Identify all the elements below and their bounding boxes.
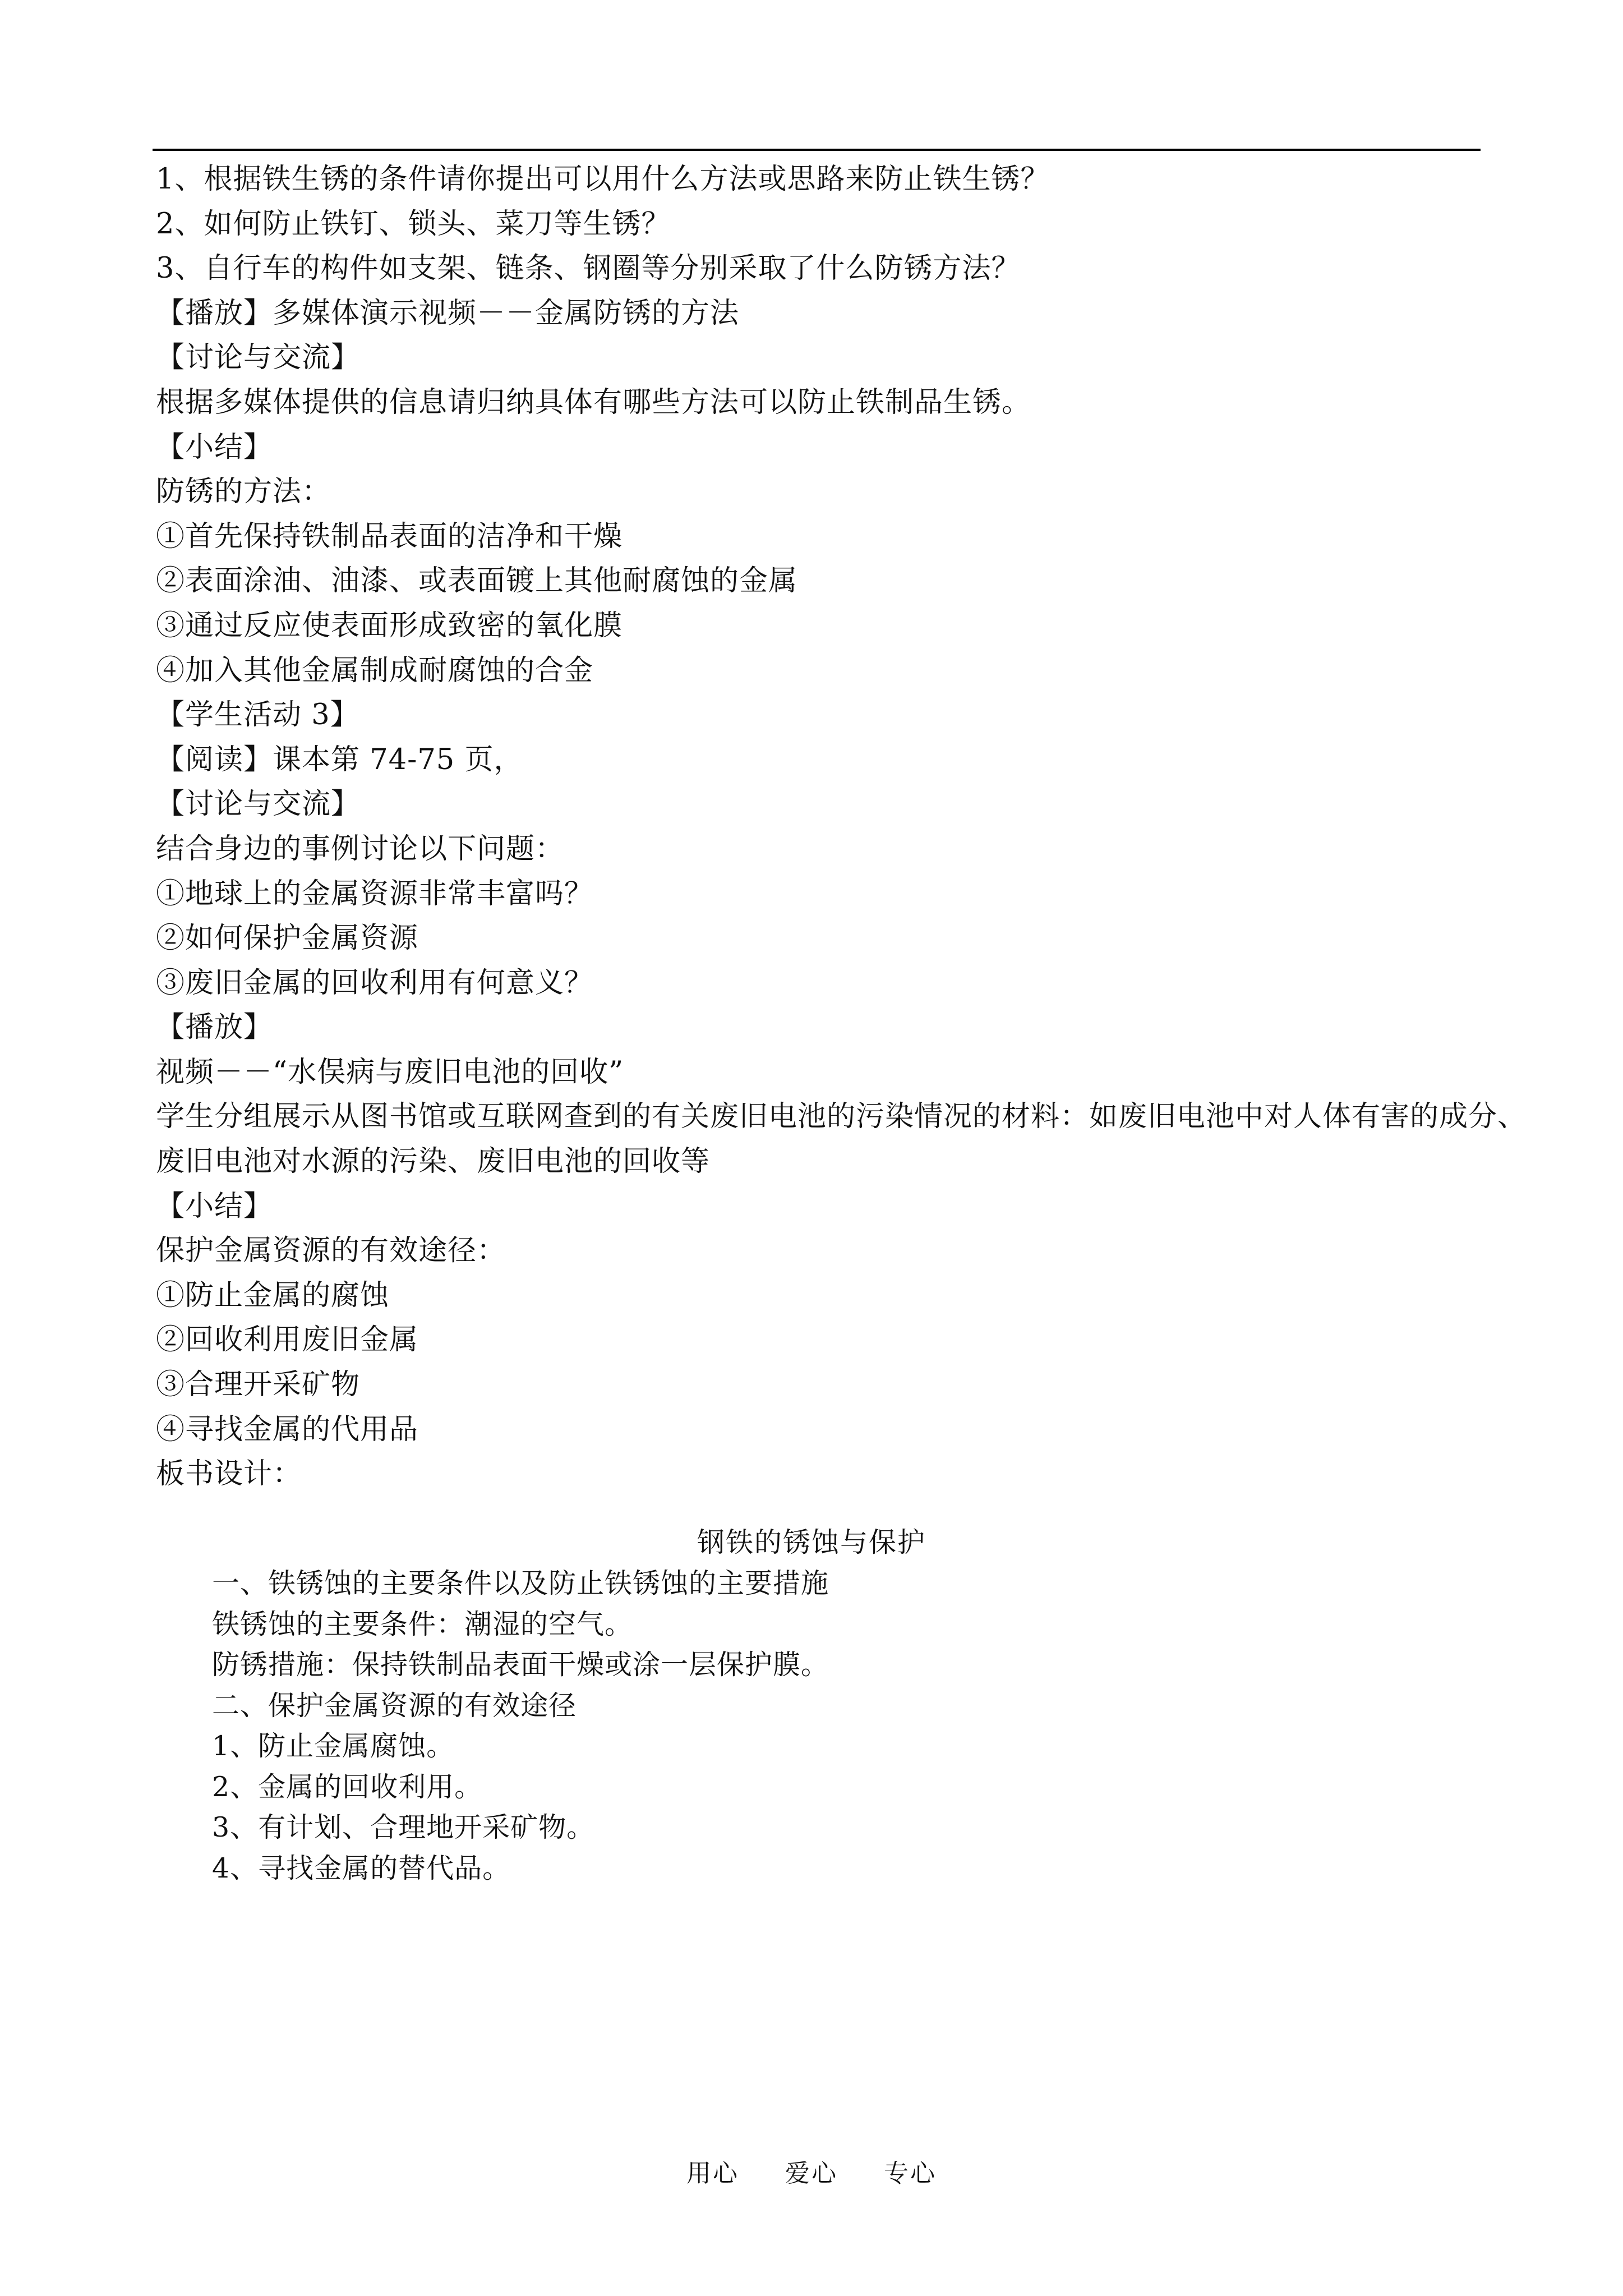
body-text (156, 157, 1527, 1497)
board-line: 1、防止金属腐蚀。 (212, 1730, 455, 1762)
board-lines (212, 1563, 1446, 1889)
footer-text: 爱心 (785, 2159, 838, 2188)
text-line: 保护金属资源的有效途径： (156, 1234, 506, 1268)
text-line: ③废旧金属的回收利用有何意义？ (156, 966, 594, 1000)
board-line: 一、铁锈蚀的主要条件以及防止铁锈蚀的主要措施 (212, 1567, 829, 1599)
text-line: 板书设计： (156, 1457, 302, 1491)
text-line: ④寻找金属的代用品 (156, 1412, 419, 1446)
board-line: 铁锈蚀的主要条件：潮湿的空气。 (212, 1608, 633, 1640)
text-line: 根据多媒体提供的信息请归纳具体有哪些方法可以防止铁制品生锈。 (156, 385, 1031, 419)
board-line: 4、寻找金属的替代品。 (212, 1852, 511, 1884)
board-line: 二、保护金属资源的有效途径 (212, 1689, 577, 1722)
text-line: ①防止金属的腐蚀 (156, 1278, 390, 1312)
text-line: 废旧电池对水源的污染、废旧电池的回收等 (156, 1145, 711, 1179)
text-line: 【小结】 (156, 430, 273, 464)
text-line: ③通过反应使表面形成致密的氧化膜 (156, 609, 623, 642)
text-line: ③合理开采矿物 (156, 1368, 361, 1402)
text-line: 【讨论与交流】 (156, 341, 361, 375)
board-line: 3、有计划、合理地开采矿物。 (212, 1811, 595, 1843)
text-line: 【学生活动 3】 (156, 698, 359, 732)
text-line: 2、如何防止铁钉、锁头、菜刀等生锈？ (156, 207, 671, 241)
footer-text: 用心 (686, 2159, 739, 2188)
footer-text: 专心 (884, 2159, 937, 2188)
text-line: 学生分组展示从图书馆或互联网查到的有关废旧电池的污染情况的材料：如废旧电池中对人体有害的成分、 (156, 1100, 1527, 1134)
header-rule (153, 149, 1481, 151)
page-footer (0, 2157, 1623, 2191)
text-line: 【播放】 (156, 1011, 273, 1045)
board-title: 钢铁的锈蚀与保护 (697, 1526, 926, 1558)
board-line: 防锈措施：保持铁制品表面干燥或涂一层保护膜。 (212, 1649, 829, 1681)
text-line: ②如何保护金属资源 (156, 922, 419, 955)
text-line: 1、根据铁生锈的条件请你提出可以用什么方法或思路来防止铁生锈？ (156, 163, 1050, 196)
text-line: 防锈的方法： (156, 475, 331, 509)
board-line: 2、金属的回收利用。 (212, 1770, 483, 1803)
text-line: ④加入其他金属制成耐腐蚀的合金 (156, 654, 594, 687)
text-line: ②回收利用废旧金属 (156, 1323, 419, 1357)
text-line: 【阅读】课本第 74-75 页， (156, 743, 523, 776)
text-line: ①地球上的金属资源非常丰富吗？ (156, 877, 594, 910)
text-line: 结合身边的事例讨论以下问题： (156, 832, 565, 866)
text-line: 【播放】多媒体演示视频－－金属防锈的方法 (156, 296, 740, 330)
text-line: 【讨论与交流】 (156, 788, 361, 821)
text-line: ②表面涂油、油漆、或表面镀上其他耐腐蚀的金属 (156, 564, 798, 598)
text-line: ①首先保持铁制品表面的洁净和干燥 (156, 519, 623, 553)
text-line: 3、自行车的构件如支架、链条、钢圈等分别采取了什么防锈方法？ (156, 252, 1021, 286)
text-line: 视频－－“水俣病与废旧电池的回收” (156, 1055, 624, 1089)
text-line: 【小结】 (156, 1189, 273, 1223)
